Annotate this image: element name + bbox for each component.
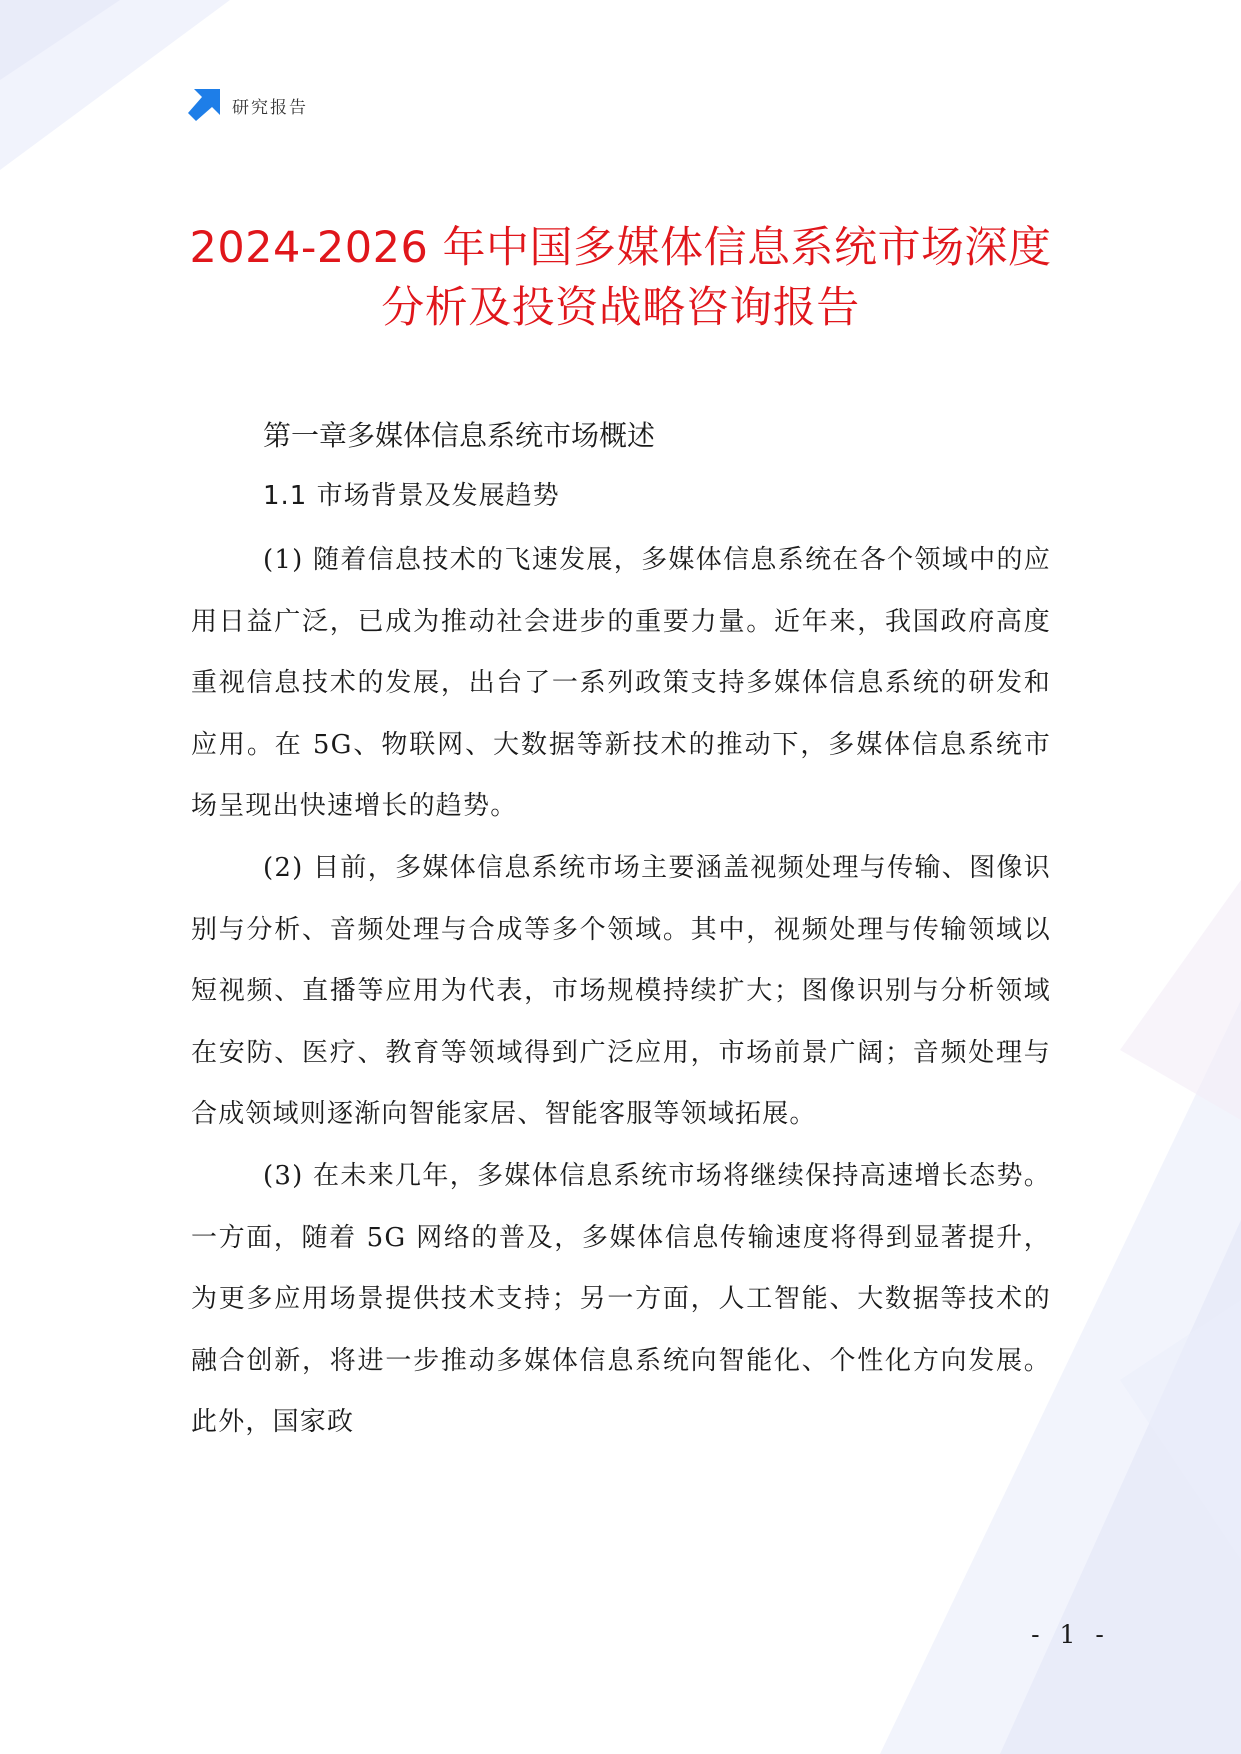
page-number-footer — [0, 1620, 1241, 1649]
chapter-heading: 第一章多媒体信息系统市场概述 — [263, 419, 656, 452]
paragraph-1: (1) 随着信息技术的飞速发展，多媒体信息系统在各个领域中的应用日益广泛，已成为推动社会进步的重要力量。近年来，我国政府高度重视信息技术的发展，出台了一系列政策支持多媒体信息系统的研发和应用。在 5G、物联网、大数据等新技术的推动下，多媒体信息系统市场呈现出快速增长的趋势。 — [191, 545, 1051, 822]
main-content — [191, 416, 1051, 1454]
title-line-2: 分析及投资战略咨询报告 — [381, 283, 860, 333]
header-label: 研究报告 — [232, 97, 308, 118]
section-heading: 1.1 市场背景及发展趋势 — [263, 481, 560, 511]
page-number: - 1 - — [1031, 1620, 1110, 1649]
paragraph-3: (3) 在未来几年，多媒体信息系统市场将继续保持高速增长态势。一方面，随着 5G 网络的普及，多媒体信息传输速度将得到显著提升，为更多应用场景提供技术支持；另一方面，人工智能、大数据等技术的融合创新，将进一步推动多媒体信息系统向智能化、个性化方向发展。此外，国家政 — [191, 1160, 1051, 1438]
arrow-up-right-icon — [188, 89, 220, 121]
report-header — [188, 88, 308, 122]
report-title — [0, 218, 1241, 338]
title-line-1: 2024-2026 年中国多媒体信息系统市场深度 — [189, 223, 1052, 273]
paragraph-2: (2) 目前，多媒体信息系统市场主要涵盖视频处理与传输、图像识别与分析、音频处理与合成等多个领域。其中，视频处理与传输领域以短视频、直播等应用为代表，市场规模持续扩大；图像识别与分析领域在安防、医疗、教育等领域得到广泛应用，市场前景广阔；音频处理与合成领域则逐渐向智能家居、智能客服等领域拓展。 — [191, 852, 1051, 1130]
